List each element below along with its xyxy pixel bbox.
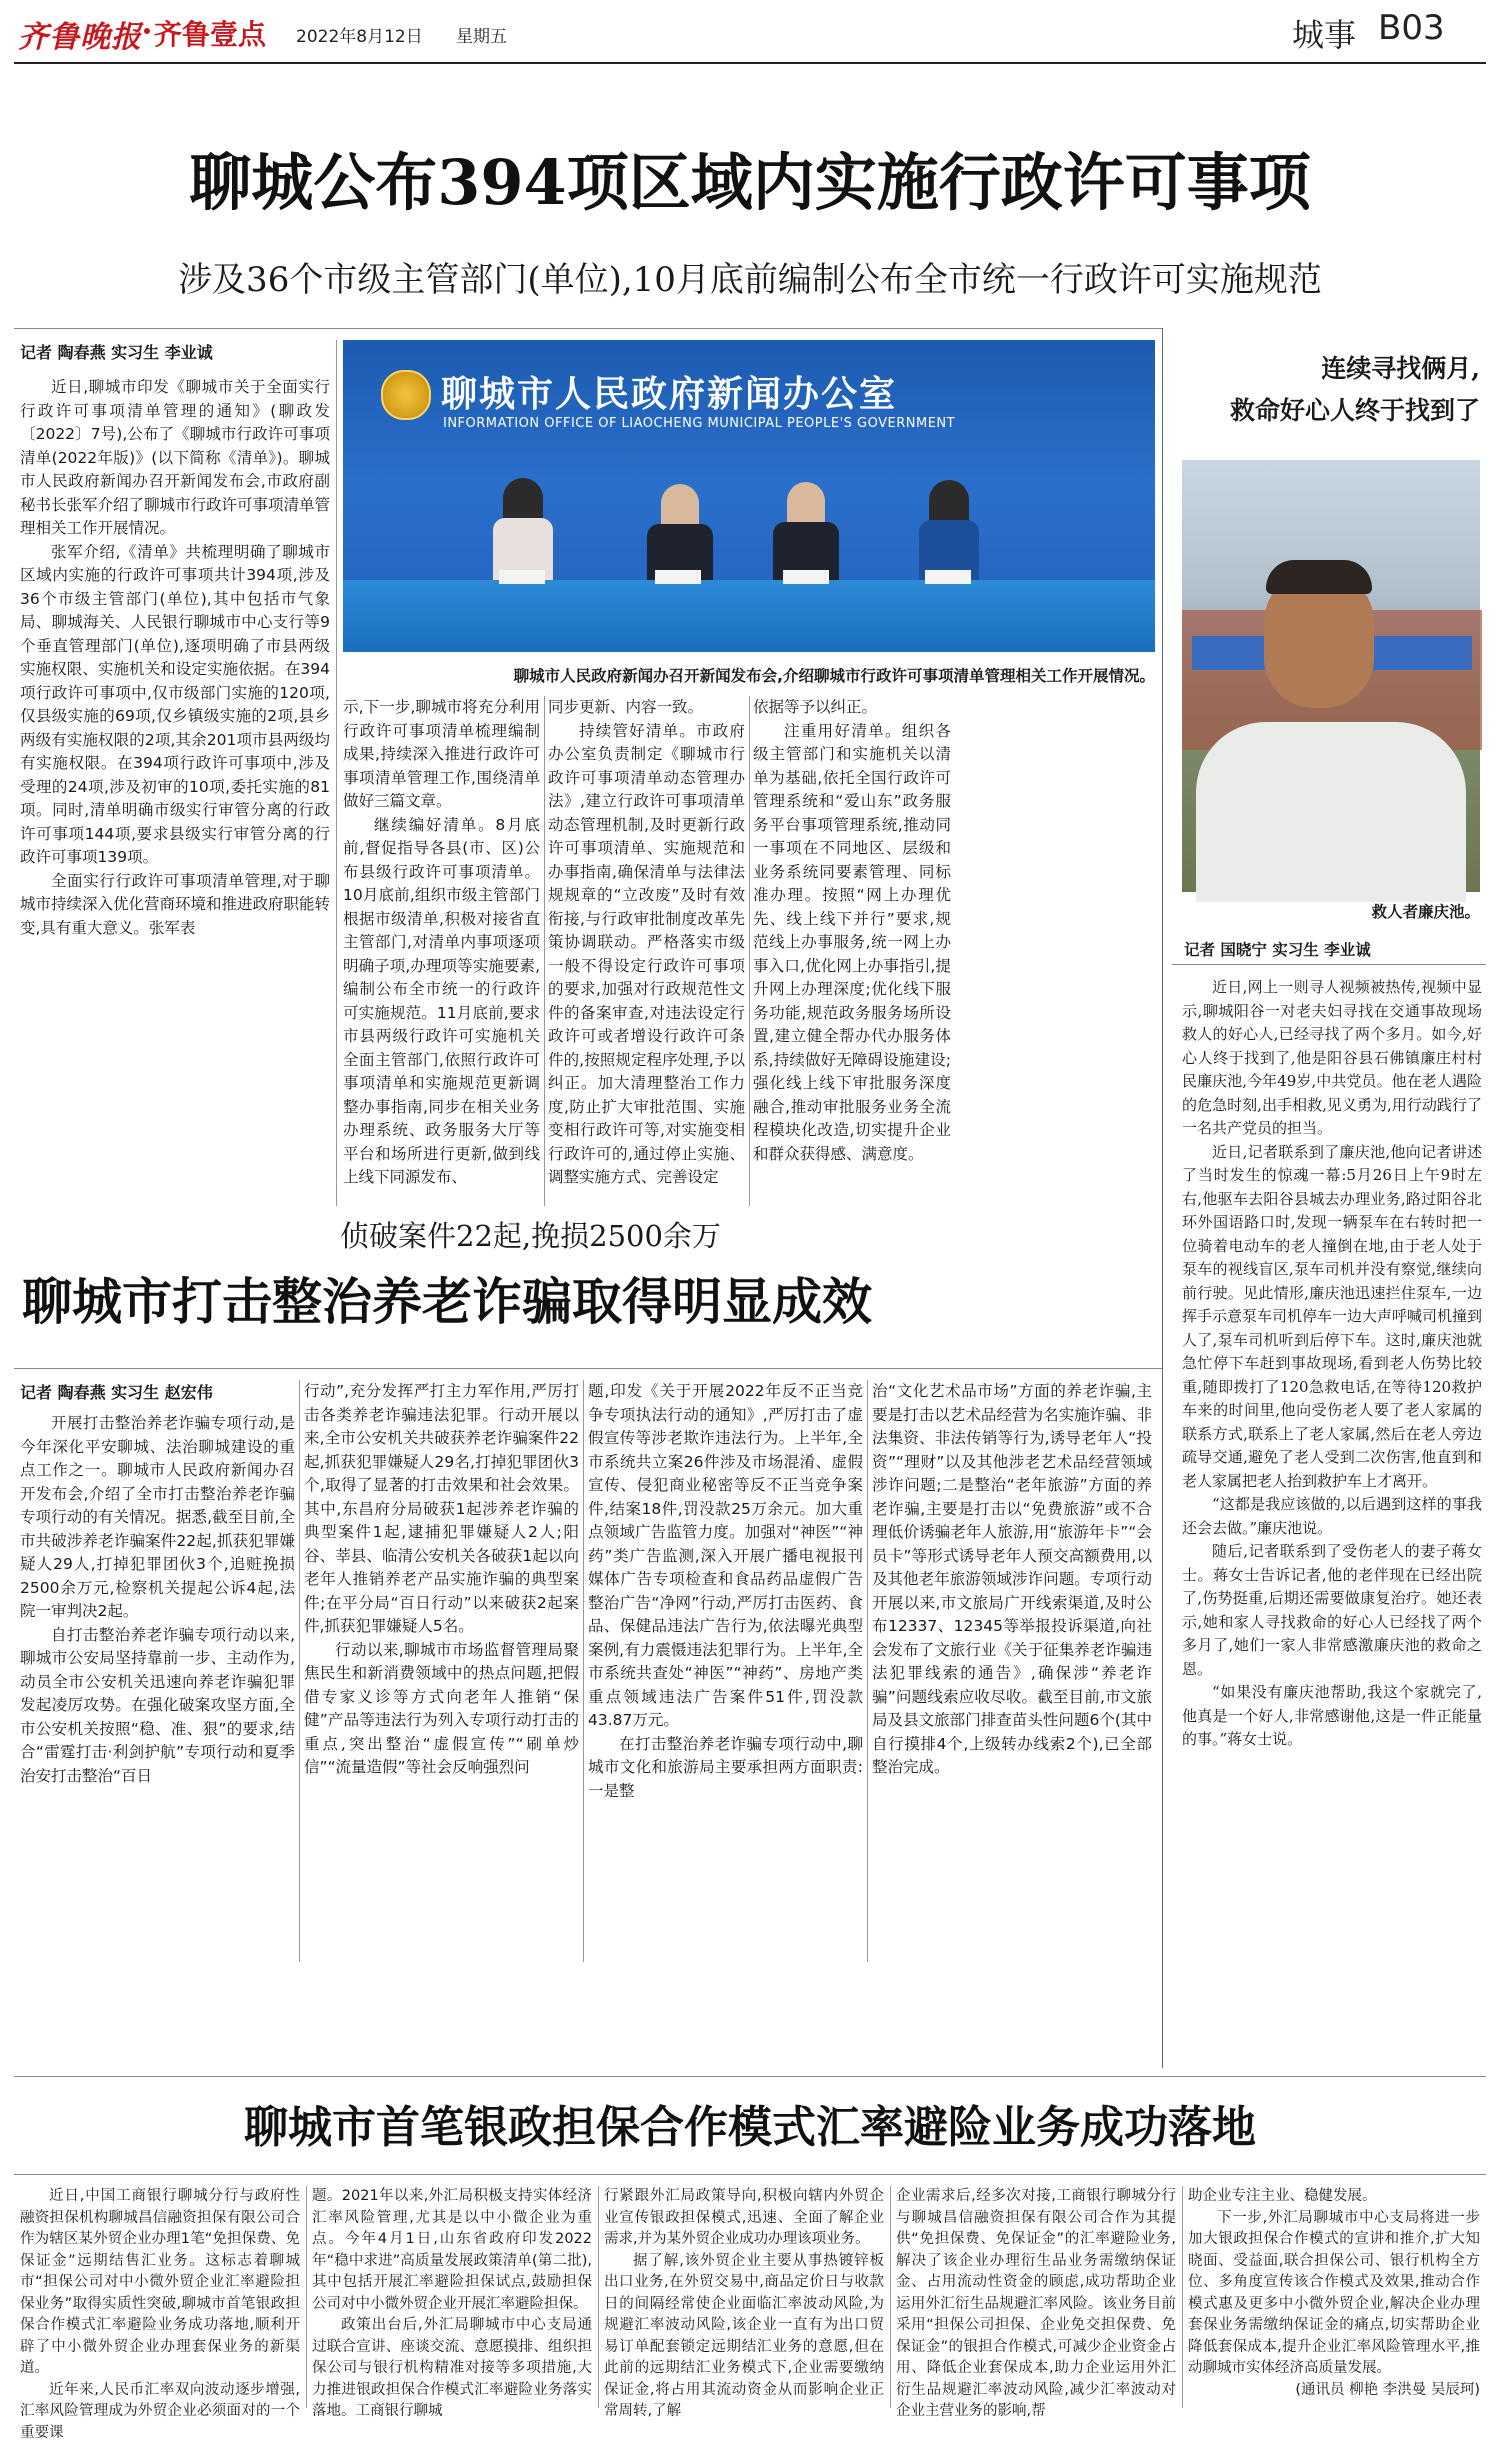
- paragraph: 同步更新、内容一致。: [548, 696, 745, 720]
- paragraph: 企业需求后,经多次对接,工商银行聊城分行与聊城昌信融资担保有限公司合作为其提供“免担保费、免保证金”的汇率避险业务,解决了该企业办理衍生品业务需缴纳保证金、占用流动性资金的顾虑,成功帮助企业运用外汇衍生品规避汇率风险。该业务目前采用“担保公司担保、企业免交担保费、免保证金”的银担合作模式,可减少企业资金占用、降低企业套保成本,助力企业运用外汇衍生品规避汇率波动风险,减少汇率波动对企业主营业务的影响,帮: [896, 2186, 1176, 2423]
- paragraph: 治“文化艺术品市场”方面的养老诈骗,主要是打击以艺术品经营为名实施诈骗、非法集资、非法传销等行为,诱导老年人“投资”“理财”以及其他涉老艺术品经营领域涉诈问题;二是整治“老年旅游”方面的养老诈骗,主要是打击以“免费旅游”或不合理低价诱骗老年人旅游,用“旅游年卡”“会员卡”等形式诱导老年人预交高额费用,以及其他老年旅游领域涉诈问题。专项行动开展以来,市文旅局广开线索渠道,及时公布12337、12345等举报投诉渠道,向社会发布了文旅行业《关于征集养老诈骗违法犯罪线索的通告》,确保涉“养老诈骗”问题线索应收尽收。截至目前,市文旅局及县文旅部门排查苗头性问题6个(其中自行摸排4个,上级转办线索2个),已全部整治完成。: [872, 1380, 1152, 1780]
- paragraph: 示,下一步,聊城市将充分利用行政许可事项清单梳理编制成果,持续深入推进行政许可事项清单管理工作,围绕清单做好三篇文章。: [343, 696, 540, 814]
- paragraph: 继续编好清单。8月底前,督促指导各县(市、区)公布县级行政许可事项清单。10月底前,组织市级主管部门根据市级清单,积极对接省直主管部门,对清单内事项逐项明确子项,办理项等实施要素,编制公布全市统一的行政许可实施规范。11月底前,要求市县两级行政许可实施机关全面主管部门,依照行政许可事项清单和实施规范更新调整办事指南,同步在相关业务办理系统、政务服务大厅等平台和场所进行更新,做到线上线下同源发布、: [343, 814, 540, 1190]
- sidebar-photo-caption: 救人者廉庆池。: [1182, 900, 1480, 922]
- paragraph: 近日,网上一则寻人视频被热传,视频中显示,聊城阳谷一对老夫妇寻找在交通事故现场救人的好心人,已经寻找了两个多月。如今,好心人终于找到了,他是阳谷县石佛镇廉庄村村民廉庆池,今年49岁,中共党员。他在老人遇险的危急时刻,出手相救,见义勇为,用行动践行了一名共产党员的担当。: [1182, 976, 1482, 1141]
- paragraph: 随后,记者联系到了受伤老人的妻子蒋女士。蒋女士告诉记者,他的老伴现在已经出院了,伤势挺重,后期还需要做康复治疗。她还表示,她和家人寻找救命的好心人已经找了两个多月了,她们一家人非常感激廉庆池的救命之恩。: [1182, 1540, 1482, 1681]
- article3-col2: [312, 2186, 592, 2408]
- name-plate: [925, 570, 971, 584]
- article1-col4: [753, 696, 951, 1206]
- issue-weekday: 星期五: [456, 22, 507, 47]
- paragraph: 近日,聊城市印发《聊城市关于全面实行行政许可事项清单管理的通知》(聊政发〔2022〕7号),公布了《聊城市行政许可事项清单(2022年版)》(以下简称《清单》)。聊城市人民政府新闻办召开新闻发布会,市政府副秘书长张军介绍了聊城市行政许可事项清单管理相关工作开展情况。: [20, 376, 330, 541]
- paragraph: 依据等予以纠正。: [753, 696, 951, 720]
- column-divider: [583, 1380, 584, 1962]
- column-divider: [1162, 328, 1163, 2068]
- article2-col2: [304, 1380, 579, 1962]
- sidebar-headline-line1: 连续寻找俩月,: [1180, 352, 1480, 386]
- sidebar-body: [1182, 976, 1482, 2066]
- column-divider: [598, 2186, 599, 2408]
- article3-col5: [1188, 2186, 1480, 2408]
- column-divider: [299, 1380, 300, 1962]
- column-divider: [1182, 2186, 1183, 2408]
- paragraph: 近日,记者联系到了廉庆池,他向记者讲述了当时发生的惊魂一幕:5月26日上午9时左右,他驱车去阳谷县城去办理业务,路过阳谷北环外国语路口时,发现一辆泵车在右转时把一位骑着电动车的老人撞倒在地,由于老人处于泵车的视线盲区,泵车司机并没有察觉,继续向前行驶。见此情形,廉庆池迅速拦住泵车,一边挥手示意泵车司机停车一边大声呼喊司机撞到人了,泵车司机听到后停下车。这时,廉庆池就急忙停下车赶到事故现场,看到老人伤势比较重,随即拨打了120急救电话,在等待120救护车来的时间里,他向受伤老人要了老人家属的联系方式,联系上了老人家属,然后在老人旁边疏导交通,避免了老人受到二次伤害,他直到和老人家属把老人抬到救护车上才离开。: [1182, 1141, 1482, 1494]
- article1-byline: 记者 陶春燕 实习生 李业诚: [20, 340, 213, 363]
- photo-banner-subtitle: INFORMATION OFFICE OF LIAOCHENG MUNICIPAL PEOPLE'S GOVERNMENT: [443, 416, 955, 431]
- name-plate: [655, 570, 701, 584]
- paragraph: 开展打击整治养老诈骗专项行动,是今年深化平安聊城、法治聊城建设的重点工作之一。聊城市人民政府新闻办召开发布会,介绍了全市打击整治养老诈骗专项行动的有关情况。据悉,截至目前,全市共破涉养老诈骗案件22起,抓获犯罪嫌疑人29人,打掉犯罪团伙3个,追赃挽损2500余万元,检察机关提起公诉4起,法院一审判决2起。: [20, 1412, 295, 1624]
- article1-col1: [20, 376, 330, 1206]
- article2-byline: 记者 陶春燕 实习生 赵宏伟: [20, 1380, 213, 1403]
- article3-top-rule: [14, 2076, 1486, 2077]
- paragraph: 张军介绍,《清单》共梳理明确了聊城市区域内实施的行政许可事项共计394项,涉及36个市级主管部门(单位),其中包括市气象局、聊城海关、人民银行聊城市中心支行等9个垂直管理部门(单位),逐项明确了市县两级实施权限、实施机关和设定实施依据。在394项行政许可事项中,仅市级部门实施的120项,仅县级实施的69项,仅乡镇级实施的2项,县乡两级有实施权限的2项,其余201项市县两级均有实施权限。在394项行政许可事项中,涉及受理的24项,涉及初审的10项,委托实施的81项。同时,清单明确市级实行审管分离的行政许可事项144项,要求县级实行审管分离的行政许可事项139项。: [20, 541, 330, 870]
- masthead-dot: [144, 28, 150, 34]
- article2-kicker: 侦破案件22起,挽损2500余万: [340, 1218, 721, 1254]
- page-number: B03: [1378, 8, 1445, 48]
- paragraph: 自打击整治养老诈骗专项行动以来,聊城市公安局坚持靠前一步、主动作为,动员全市公安机关迅速向养老诈骗犯罪发起凌厉攻势。在强化破案攻坚方面,全市公安机关按照“稳、准、狠”的要求,结合“雷霆打击·利剑护航”专项行动和夏季治安打击整治“百日: [20, 1624, 295, 1789]
- column-divider: [336, 340, 337, 1206]
- paragraph: 近日,中国工商银行聊城分行与政府性融资担保机构聊城昌信融资担保有限公司合作为辖区某外贸企业办理1笔“免担保费、免保证金”远期结售汇业务。这标志着聊城市“担保公司对中小微外贸企业汇率避险担保业务”取得实质性突破,聊城市首笔银政担保合作模式汇率避险业务成功落地,顺利开辟了中小微外贸企业办理套保业务的新渠道。: [20, 2186, 300, 2380]
- article1-col2: [343, 696, 540, 1206]
- photo-banner-title: 聊城市人民政府新闻办公室: [441, 366, 897, 417]
- article2-col1: [20, 1412, 295, 1962]
- article2-col3: [588, 1380, 863, 1962]
- paragraph: 助企业专注主业、稳健发展。: [1188, 2186, 1480, 2208]
- paragraph: 下一步,外汇局聊城市中心支局将进一步加大银政担保合作模式的宣讲和推介,扩大知晓面、受益面,联合担保公司、银行机构全方位、多角度宣传该合作模式及效果,推动合作模式惠及更多中小微外贸企业,解决企业办理套保业务需缴纳保证金的痛点,切实帮助企业降低套保成本,提升企业汇率风险管理水平,推动聊城市实体经济高质量发展。: [1188, 2208, 1480, 2380]
- article2-col4: [872, 1380, 1152, 1962]
- masthead: [0, 0, 1500, 58]
- person-hair: [1266, 560, 1372, 594]
- article3-col1: [20, 2186, 300, 2408]
- article3-head-rule: [14, 2174, 1486, 2175]
- issue-date: 2022年8月12日: [296, 22, 423, 47]
- paragraph: 近年来,人民币汇率双向波动逐步增强,汇率风险管理成为外贸企业必须面对的一个重要课: [20, 2380, 300, 2444]
- article1-top-rule: [14, 328, 1162, 329]
- paragraph: 行动”,充分发挥严打主力军作用,严厉打击各类养老诈骗违法犯罪。行动开展以来,全市公安机关共破获养老诈骗案件22起,抓获犯罪嫌疑人29名,打掉犯罪团伙3个,取得了显著的打击效果和社会效果。其中,东昌府分局破获1起涉养老诈骗的典型案件1起,逮捕犯罪嫌疑人2人;阳谷、莘县、临清公安机关各破获1起以向老年人推销养老产品实施诈骗的典型案件;在平分局“百日行动”以来破获2起案件,抓获犯罪嫌疑人5名。: [304, 1380, 579, 1639]
- paragraph: 全面实行行政许可事项清单管理,对于聊城市持续深入优化营商环境和推进政府职能转变,具有重大意义。张军表: [20, 870, 330, 941]
- paragraph: (通讯员 柳艳 李洪曼 吴辰珂): [1188, 2380, 1480, 2402]
- article2-top-rule: [14, 1368, 1162, 1369]
- person-shirt: [1196, 722, 1466, 902]
- sidebar-photo: [1182, 460, 1480, 892]
- paragraph: 注重用好清单。组织各级主管部门和实施机关以清单为基础,依托全国行政许可管理系统和“爱山东”政务服务平台事项管理系统,推动同一事项在不同地区、层级和业务系统同要素管理、同标准办理。按照“网上办理优先、线上线下并行”要求,规范线上办事服务,统一网上办事入口,优化网上办事指引,提升网上办理深度;优化线下服务功能,规范政务服务场所设置,建立健全帮办代办服务体系,持续做好无障碍设施建设;强化线上线下审批服务深度融合,推动审批服务业务全流程模块化改造,切实提升企业和群众获得感、满意度。: [753, 720, 951, 1167]
- supplement-name: 齐鲁壹点: [154, 13, 266, 53]
- paper-name: 齐鲁晚报: [18, 12, 142, 56]
- sidebar-byline: 记者 国晓宁 实习生 李业诚: [1184, 938, 1371, 960]
- article1-col3: [548, 696, 745, 1206]
- article1-subhead: 涉及36个市级主管部门(单位),10月底前编制公布全市统一行政许可实施规范: [30, 258, 1470, 302]
- sidebar-headline-line2: 救命好心人终于找到了: [1172, 394, 1480, 428]
- paragraph: 持续管好清单。市政府办公室负责制定《聊城市行政许可事项清单动态管理办法》,建立行政许可事项清单动态管理机制,及时更新行政许可事项清单、实施规范和办事指南,确保清单与法律法规规章的“立改废”及时有效衔接,与行政审批制度改革先策协调联动。严格落实市级一般不得设定行政许可事项的要求,加强对行政规范性文件的备案审查,对违法设定行政许可或者增设行政许可条件的,按照规定程序处理,予以纠正。加大清理整治工作力度,防止扩大审批范围、实施变相行政许可等,对实施变相行政许可的,通过停止实施、调整实施方式、完善设定: [548, 720, 745, 1190]
- name-plate: [783, 570, 829, 584]
- masthead-rule: [14, 62, 1486, 64]
- paragraph: 题。2021年以来,外汇局积极支持实体经济汇率风险管理,尤其是以中小微企业为重点。今年4月1日,山东省政府印发2022年“稳中求进”高质量发展政策清单(第二批),其中包括开展汇率避险担保试点,鼓励担保公司对中小微外贸企业开展汇率避险担保。: [312, 2186, 592, 2315]
- paragraph: 行紧跟外汇局政策导向,积极向辖内外贸企业宣传银政担保模式,迅速、全面了解企业需求,并为某外贸企业成功办理该项业务。: [604, 2186, 884, 2251]
- article2-headline: 聊城市打击整治养老诈骗取得明显成效: [22, 1272, 872, 1332]
- article3-headline: 聊城市首笔银政担保合作模式汇率避险业务成功落地: [30, 2100, 1470, 2156]
- gov-emblem-icon: [381, 370, 431, 420]
- column-divider: [890, 2186, 891, 2408]
- conference-table: [343, 580, 1155, 652]
- paragraph: 政策出台后,外汇局聊城市中心支局通过联合宣讲、座谈交流、意愿摸排、组织担保公司与银行机构精准对接等多项措施,大力推进银政担保合作模式汇率避险业务落实落地。工商银行聊城: [312, 2315, 592, 2423]
- paragraph: “如果没有廉庆池帮助,我这个家就完了,他真是一个好人,非常感谢他,这是一件正能量的事。”蒋女士说。: [1182, 1681, 1482, 1752]
- paragraph: 在打击整治养老诈骗专项行动中,聊城市文化和旅游局主要承担两方面职责:一是整: [588, 1733, 863, 1804]
- article3-col4: [896, 2186, 1176, 2408]
- photo-caption: 聊城市人民政府新闻办召开新闻发布会,介绍聊城市行政许可事项清单管理相关工作开展情况。: [343, 664, 1155, 686]
- column-divider: [306, 2186, 307, 2408]
- paragraph: 题,印发《关于开展2022年反不正当竞争专项执法行动的通知》,严厉打击了虚假宣传等涉老欺诈违法行为。上半年,全市系统共立案26件涉及市场混淆、虚假宣传、侵犯商业秘密等反不正当竞争案件,结案18件,罚没款25万余元。加大重点领域广告监管力度。加强对“神医”“神药”类广告监测,深入开展广播电视报刊媒体广告专项检查和食品药品虚假广告整治广告“净网”行动,严厉打击医药、食品、保健品违法广告行为,依法曝光典型案例,有力震慑违法犯罪行为。上半年,全市系统共查处“神医”“神药”、房地产类重点领域违法广告案件51件,罚没款43.87万元。: [588, 1380, 863, 1733]
- press-conference-photo: [343, 340, 1155, 652]
- article1-headline: 聊城公布394项区域内实施行政许可事项: [30, 148, 1470, 218]
- paragraph: “这都是我应该做的,以后遇到这样的事我还会去做。”廉庆池说。: [1182, 1493, 1482, 1540]
- paragraph: 行动以来,聊城市市场监督管理局聚焦民生和新消费领域中的热点问题,把假借专家义诊等方式向老年人推销“保健”产品等违法行为列入专项行动打击的重点,突出整治“虚假宣传”“刷单炒信”“流量造假”等社会反响强烈问: [304, 1639, 579, 1780]
- paragraph: 据了解,该外贸企业主要从事热镀锌板出口业务,在外贸交易中,商品定价日与收款日的间隔经常使企业面临汇率波动风险,为规避汇率波动风险,该企业一直有为出口贸易订单配套锁定远期结汇业务的意愿,但在此前的远期结汇业务模式下,企业需要缴纳保证金,将占用其流动资金从而影响企业正常周转,了解: [604, 2251, 884, 2423]
- article3-col3: [604, 2186, 884, 2408]
- sidebar-byline-rule: [1172, 964, 1486, 965]
- column-divider: [749, 696, 750, 1206]
- section-name: 城事: [1292, 10, 1356, 56]
- name-plate: [499, 570, 545, 584]
- column-divider: [544, 696, 545, 1206]
- column-divider: [867, 1380, 868, 1962]
